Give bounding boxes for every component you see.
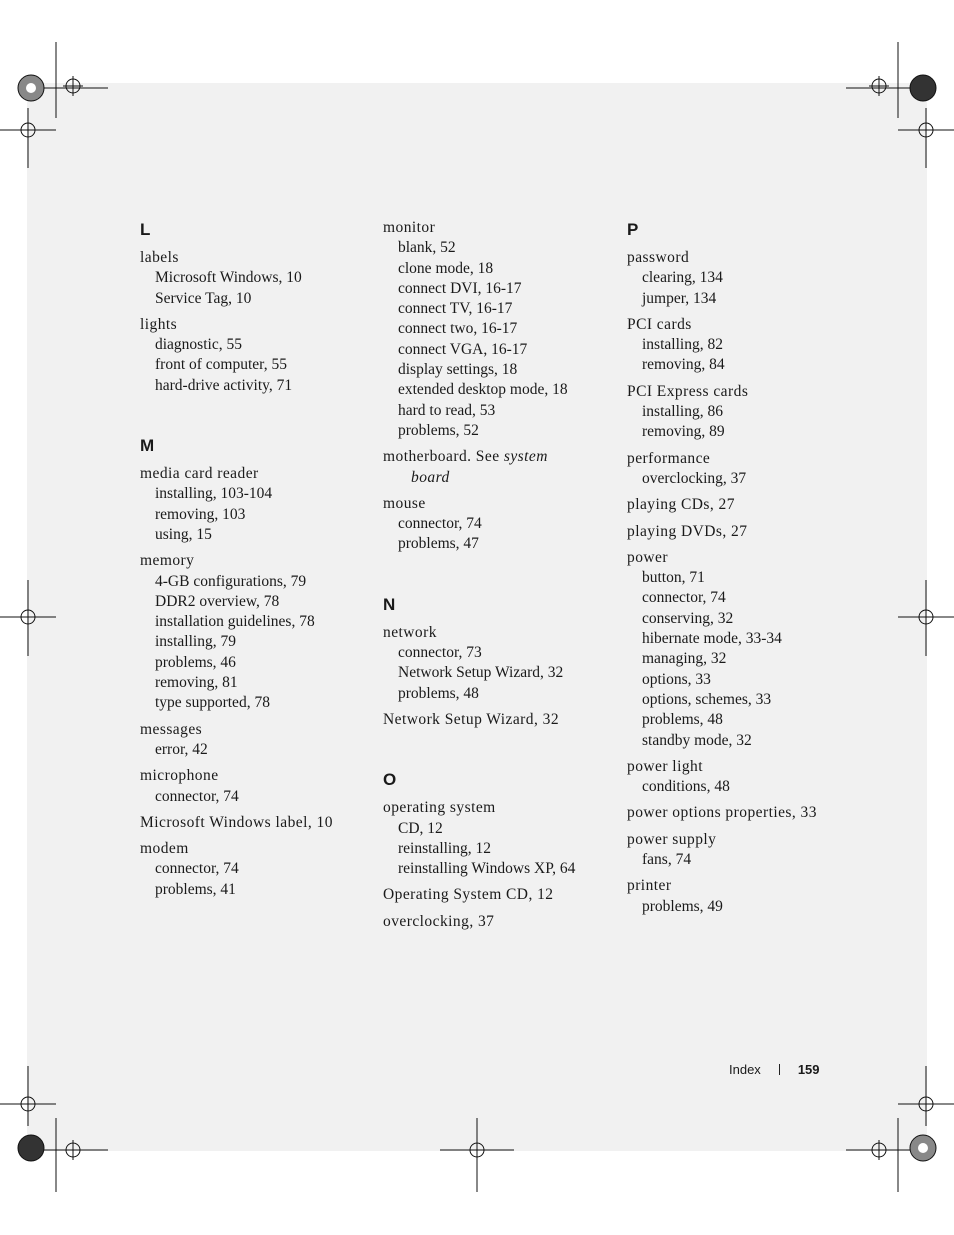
index-column-2 <box>383 218 613 938</box>
index-subentry: options, 33 <box>642 670 711 688</box>
index-term-text: PCI Express cards <box>627 382 749 400</box>
index-subentry: connect TV, 16-17 <box>398 300 513 318</box>
index-entry <box>383 494 613 555</box>
index-subentry: installing, 86 <box>642 403 723 421</box>
index-subentry: connector, 74 <box>155 787 239 805</box>
index-term-text: monitor <box>383 219 436 236</box>
index-subentry: reinstalling, 12 <box>398 839 491 857</box>
index-term <box>627 449 857 469</box>
index-term-text: power <box>627 548 668 566</box>
index-letter-heading: N <box>383 594 396 614</box>
index-term <box>140 839 370 859</box>
index-letter-heading: O <box>383 770 397 790</box>
index-entry <box>627 548 857 751</box>
index-term <box>140 464 370 484</box>
see-reference-continued: board <box>411 468 450 486</box>
index-subentry: problems, 52 <box>398 421 479 439</box>
index-subentry: hard-drive activity, 71 <box>155 376 293 394</box>
index-term <box>383 798 613 818</box>
index-term <box>627 548 857 568</box>
index-term <box>627 830 857 850</box>
index-entry <box>627 803 857 823</box>
index-subentry: removing, 103 <box>155 505 246 523</box>
index-entry <box>140 464 370 545</box>
index-term <box>140 766 370 786</box>
index-subentry: display settings, 18 <box>398 361 518 379</box>
index-subentry: managing, 32 <box>642 650 727 668</box>
index-subentry: removing, 89 <box>642 423 725 441</box>
index-subentry: Microsoft Windows, 10 <box>155 269 302 287</box>
index-subentry: connector, 74 <box>398 515 482 533</box>
index-term-text: printer <box>627 877 672 895</box>
index-letter-heading: P <box>627 220 639 239</box>
index-subentry: diagnostic, 55 <box>155 336 242 354</box>
index-subentry: connect VGA, 16-17 <box>398 340 528 358</box>
index-subentry: 4-GB configurations, 79 <box>155 572 307 590</box>
index-entry <box>383 912 613 932</box>
index-subentry: fans, 74 <box>642 851 692 869</box>
index-entry <box>383 447 613 488</box>
index-entry <box>627 248 857 309</box>
index-subentry: connector, 74 <box>155 860 239 878</box>
index-term <box>140 720 370 740</box>
index-term <box>627 757 857 777</box>
index-term <box>383 623 613 643</box>
index-term-text: Microsoft Windows label, 10 <box>140 813 333 831</box>
index-term-text: PCI cards <box>627 315 692 333</box>
index-term-text: power options properties, 33 <box>627 804 817 822</box>
index-term <box>383 218 613 238</box>
index-term <box>383 710 613 730</box>
index-term-text: Network Setup Wizard, 32 <box>383 710 560 728</box>
index-term-text: operating system <box>383 799 496 817</box>
index-subentry: front of computer, 55 <box>155 356 287 374</box>
index-entry <box>627 876 857 917</box>
index-subentry: clearing, 134 <box>642 269 723 287</box>
index-subentry: reinstalling Windows XP, 64 <box>398 860 576 878</box>
index-entry <box>627 315 857 376</box>
index-entry <box>140 813 370 833</box>
index-subentry: problems, 46 <box>155 653 236 671</box>
index-term <box>140 813 370 833</box>
index-term-text: labels <box>140 249 179 266</box>
index-entry <box>627 495 857 515</box>
index-entry <box>383 623 613 704</box>
index-column-3 <box>627 218 857 923</box>
index-entry <box>140 839 370 900</box>
index-entry <box>627 757 857 798</box>
index-term-text: lights <box>140 315 178 333</box>
index-subentry: hard to read, 53 <box>398 401 496 419</box>
index-term <box>627 248 857 268</box>
index-subentry: conserving, 32 <box>642 609 734 627</box>
index-subentry: connect DVI, 16-17 <box>398 279 522 297</box>
index-term-text: media card reader <box>140 465 259 483</box>
index-term-text: password <box>627 249 690 266</box>
index-subentry: connector, 73 <box>398 644 482 662</box>
index-entry <box>383 710 613 730</box>
index-term <box>140 315 370 335</box>
index-term-text: messages <box>140 720 203 738</box>
footer-section-label: Index <box>729 1062 761 1077</box>
index-entry <box>140 720 370 761</box>
index-subentry: extended desktop mode, 18 <box>398 381 568 399</box>
index-subentry: clone mode, 18 <box>398 259 494 277</box>
index-term-text: motherboard. See <box>383 448 500 466</box>
index-term-text: network <box>383 623 437 641</box>
index-subentry: Service Tag, 10 <box>155 289 252 307</box>
index-subentry: connect two, 16-17 <box>398 320 518 338</box>
index-entry <box>140 551 370 713</box>
index-term-text: mouse <box>383 494 426 512</box>
index-term-text: memory <box>140 552 195 570</box>
index-term <box>627 495 857 515</box>
index-entry <box>140 315 370 396</box>
index-term <box>627 382 857 402</box>
index-subentry: standby mode, 32 <box>642 731 752 749</box>
index-term-text: playing DVDs, 27 <box>627 522 748 540</box>
index-term-text: playing CDs, 27 <box>627 496 735 514</box>
index-subentry: options, schemes, 33 <box>642 690 772 708</box>
index-subentry: problems, 48 <box>398 684 479 702</box>
index-subentry: blank, 52 <box>398 239 456 257</box>
index-subentry: removing, 81 <box>155 674 238 692</box>
page-number: 159 <box>797 1062 820 1077</box>
index-subentry: jumper, 134 <box>642 289 717 307</box>
see-reference: system <box>503 448 548 466</box>
index-term-text: power supply <box>627 830 717 848</box>
index-subentry: CD, 12 <box>398 819 443 837</box>
index-subentry: problems, 41 <box>155 880 236 898</box>
index-term-text: microphone <box>140 767 219 785</box>
index-column-1 <box>140 218 370 906</box>
index-subentry: error, 42 <box>155 740 208 758</box>
index-subentry: installation guidelines, 78 <box>155 613 315 631</box>
index-term-text: overclocking, 37 <box>383 912 495 930</box>
index-term <box>140 248 370 268</box>
index-entry <box>627 449 857 490</box>
index-term <box>627 522 857 542</box>
index-term-text: Operating System CD, 12 <box>383 886 554 904</box>
index-subentry: installing, 79 <box>155 633 236 651</box>
index-subentry: installing, 82 <box>642 336 723 354</box>
index-term <box>627 876 857 896</box>
index-subentry: installing, 103-104 <box>155 485 273 503</box>
index-subentry: connector, 74 <box>642 589 726 607</box>
index-subentry: button, 71 <box>642 569 705 587</box>
index-term <box>627 803 857 823</box>
index-term-text: modem <box>140 840 189 858</box>
index-entry <box>627 522 857 542</box>
index-letter-heading: M <box>140 436 155 456</box>
index-subentry: conditions, 48 <box>642 778 730 796</box>
index-term <box>383 885 613 905</box>
index-subentry: using, 15 <box>155 525 212 543</box>
index-term <box>383 447 613 488</box>
index-entry <box>383 885 613 905</box>
page-footer <box>729 1062 820 1078</box>
index-entry <box>383 218 613 441</box>
index-subentry: overclocking, 37 <box>642 469 747 487</box>
index-term <box>627 315 857 335</box>
index-term <box>140 551 370 571</box>
index-subentry: problems, 47 <box>398 535 479 553</box>
index-subentry: problems, 49 <box>642 897 723 915</box>
index-subentry: type supported, 78 <box>155 694 270 712</box>
index-entry <box>140 766 370 807</box>
index-term-text: power light <box>627 757 703 775</box>
index-entry <box>627 382 857 443</box>
index-subentry: removing, 84 <box>642 356 725 374</box>
index-entry <box>140 248 370 309</box>
index-entry <box>383 798 613 879</box>
index-subentry: problems, 48 <box>642 711 723 729</box>
index-term <box>383 494 613 514</box>
index-subentry: Network Setup Wizard, 32 <box>398 664 564 682</box>
index-entry <box>627 830 857 871</box>
footer-separator <box>779 1064 780 1075</box>
index-letter-heading: L <box>140 220 151 239</box>
index-subentry: hibernate mode, 33-34 <box>642 630 782 648</box>
index-term <box>383 912 613 932</box>
index-term-text: performance <box>627 449 711 467</box>
index-subentry: DDR2 overview, 78 <box>155 592 280 610</box>
